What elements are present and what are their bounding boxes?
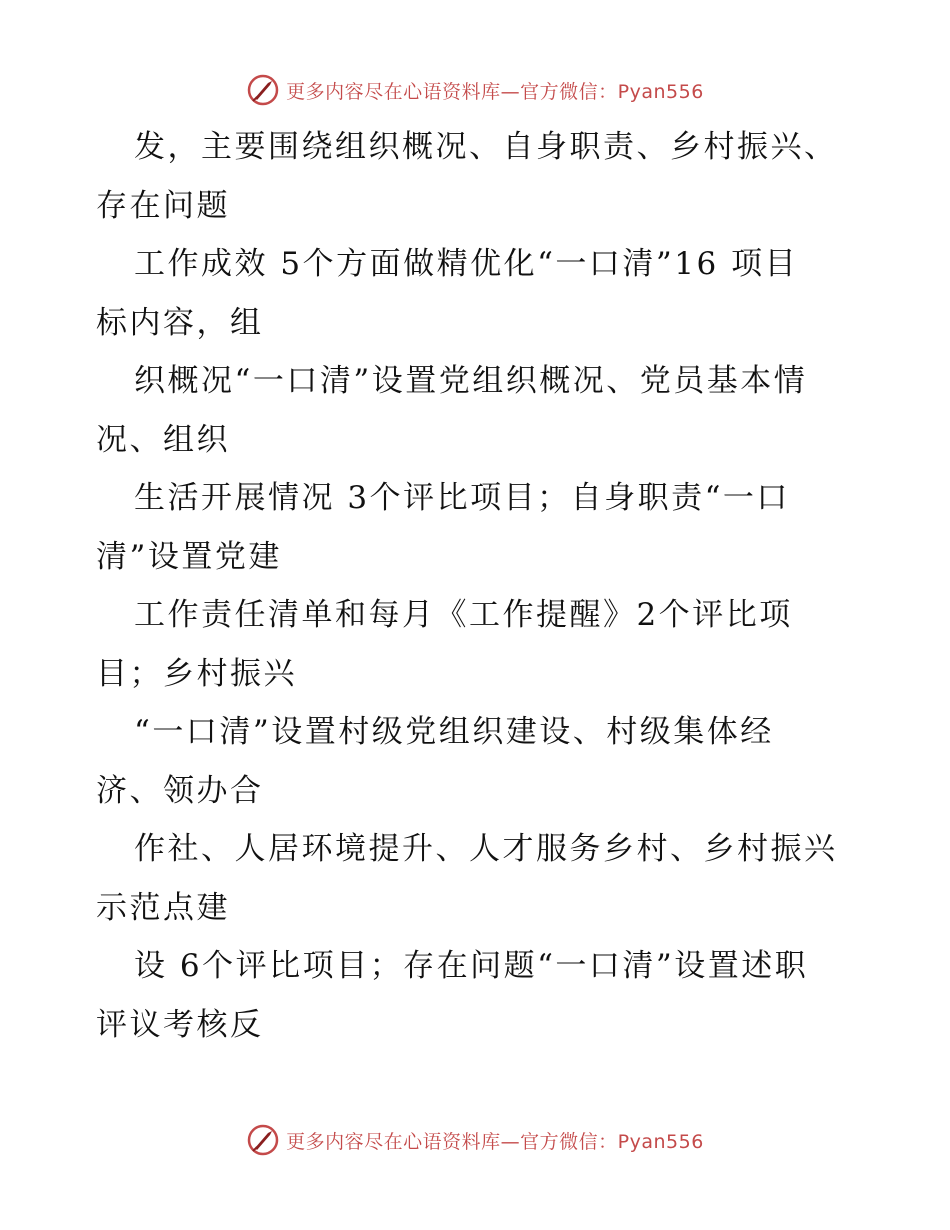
body-line: 存在问题 (96, 187, 230, 224)
body-line: 示范点建 (96, 889, 230, 926)
body-line: 清”设置党建 (96, 538, 282, 575)
body-line: 工作责任清单和每月《工作提醒》2个评比项 (134, 597, 793, 633)
body-line: 设 6个评比项目；存在问题“一口清”设置述职 (134, 948, 809, 984)
document-body (96, 118, 866, 1054)
body-line: 济、领办合 (96, 772, 264, 809)
header-watermark-banner (0, 70, 950, 110)
body-line: 工作成效 5个方面做精优化“一口清”16 项目 (134, 246, 799, 282)
body-line: “一口清”设置村级党组织建设、村级集体经 (134, 714, 774, 750)
footer-watermark-banner (0, 1120, 950, 1160)
body-line: 标内容，组 (96, 304, 264, 341)
body-line: 况、组织 (96, 421, 230, 458)
quill-pen-logo-icon (246, 73, 280, 107)
body-line: 发，主要围绕组织概况、自身职责、乡村振兴、 (134, 129, 838, 165)
quill-pen-logo-icon (246, 1123, 280, 1157)
body-line: 目；乡村振兴 (96, 655, 297, 692)
body-line: 评议考核反 (96, 1006, 264, 1043)
header-banner-text: 更多内容尽在心语资料库—官方微信：Pyan556 (286, 80, 704, 103)
body-line: 生活开展情况 3个评比项目；自身职责“一口 (134, 480, 790, 516)
footer-banner-text: 更多内容尽在心语资料库—官方微信：Pyan556 (286, 1130, 704, 1153)
body-line: 作社、人居环境提升、人才服务乡村、乡村振兴 (134, 831, 838, 867)
body-line: 织概况“一口清”设置党组织概况、党员基本情 (134, 363, 808, 399)
